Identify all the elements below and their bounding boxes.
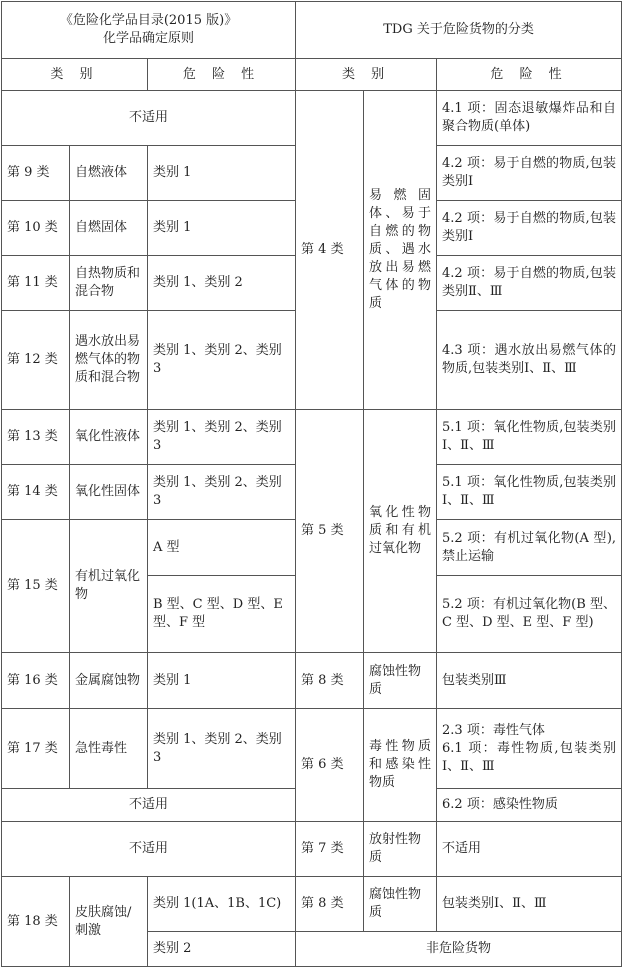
category-cell: 第 14 类 <box>2 465 70 520</box>
category-cell: 第 18 类 <box>2 877 70 967</box>
tdg-class-cell: 第 4 类 <box>296 91 364 410</box>
table-row <box>2 91 622 146</box>
tdg-class-name-cell: 腐蚀性物质 <box>364 653 437 709</box>
tdg-class-name-cell: 腐蚀性物质 <box>364 877 437 932</box>
not-applicable-cell: 不适用 <box>2 789 296 822</box>
left-title-line-2: 化学品确定原则 <box>103 31 195 46</box>
category-name-cell: 皮肤腐蚀/刺激 <box>70 877 148 967</box>
tdg-hazard-cell <box>437 709 622 789</box>
tdg-class-name-cell: 氧化性物质和有机过氧化物 <box>364 410 437 653</box>
category-name-cell: 自燃液体 <box>70 146 148 201</box>
tdg-hazard-cell: 5.2 项：有机过氧化物(B 型、C 型、D 型、E 型、F 型) <box>437 576 622 653</box>
tdg-class-name-cell: 毒性物质和感染性物质 <box>364 709 437 822</box>
hazard-cell: 类别 1(1A、1B、1C) <box>148 877 296 932</box>
table-row <box>2 653 622 709</box>
column-header-row <box>2 59 622 91</box>
tdg-hazard-cell: 4.2 项：易于自燃的物质,包装类别Ⅰ <box>437 201 622 256</box>
category-cell: 第 12 类 <box>2 311 70 410</box>
hazard-cell: 类别 1、类别 2、类别 3 <box>148 465 296 520</box>
table-row <box>2 822 622 877</box>
category-cell: 第 17 类 <box>2 709 70 789</box>
hazard-cell: A 型 <box>148 520 296 576</box>
hazard-cell: 类别 1 <box>148 653 296 709</box>
category-name-cell: 急性毒性 <box>70 709 148 789</box>
col-header-hazard-right: 危 险 性 <box>437 59 622 91</box>
category-cell: 第 13 类 <box>2 410 70 465</box>
tdg-hazard-line-1: 2.3 项：毒性气体 <box>442 722 545 738</box>
hazard-cell: 类别 1 <box>148 146 296 201</box>
tdg-hazard-cell: 5.1 项：氧化性物质,包装类别Ⅰ、Ⅱ、Ⅲ <box>437 465 622 520</box>
category-name-cell: 有机过氧化物 <box>70 520 148 653</box>
col-header-hazard-left: 危 险 性 <box>148 59 296 91</box>
tdg-hazard-cell: 4.2 项：易于自燃的物质,包装类别Ⅱ、Ⅲ <box>437 256 622 311</box>
tdg-hazard-cell: 5.2 项：有机过氧化物(A 型),禁止运输 <box>437 520 622 576</box>
left-table-title <box>2 2 296 59</box>
category-name-cell: 遇水放出易燃气体的物质和混合物 <box>70 311 148 410</box>
table-row <box>2 410 622 465</box>
tdg-hazard-line-2: 6.1 项：毒性物质,包装类别Ⅰ、Ⅱ、Ⅲ <box>442 740 617 774</box>
header-title-row <box>2 2 622 59</box>
category-name-cell: 金属腐蚀物 <box>70 653 148 709</box>
tdg-class-cell: 第 5 类 <box>296 410 364 653</box>
right-table-title: TDG 关于危险货物的分类 <box>296 2 622 59</box>
category-cell: 第 15 类 <box>2 520 70 653</box>
tdg-hazard-cell: 5.1 项：氧化性物质,包装类别Ⅰ、Ⅱ、Ⅲ <box>437 410 622 465</box>
category-name-cell: 氧化性液体 <box>70 410 148 465</box>
tdg-hazard-cell: 4.1 项：固态退敏爆炸品和自聚合物质(单体) <box>437 91 622 146</box>
tdg-class-cell: 第 8 类 <box>296 653 364 709</box>
not-applicable-cell: 不适用 <box>2 91 296 146</box>
tdg-class-cell: 第 8 类 <box>296 877 364 932</box>
category-name-cell: 自热物质和混合物 <box>70 256 148 311</box>
hazard-cell: 类别 1、类别 2、类别 3 <box>148 311 296 410</box>
tdg-class-name-cell: 易燃固体、易于自燃的物质、遇水放出易燃气体的物质 <box>364 91 437 410</box>
tdg-hazard-cell: 6.2 项：感染性物质 <box>437 789 622 822</box>
category-name-cell: 自燃固体 <box>70 201 148 256</box>
non-dangerous-goods-cell: 非危险货物 <box>296 932 622 967</box>
category-name-cell: 氧化性固体 <box>70 465 148 520</box>
tdg-hazard-cell: 4.2 项：易于自燃的物质,包装类别Ⅰ <box>437 146 622 201</box>
classification-comparison-table <box>1 1 622 967</box>
hazard-cell: 类别 2 <box>148 932 296 967</box>
tdg-class-cell: 第 6 类 <box>296 709 364 822</box>
hazard-cell: 类别 1、类别 2、类别 3 <box>148 709 296 789</box>
hazard-cell: 类别 1、类别 2 <box>148 256 296 311</box>
tdg-hazard-cell: 包装类别Ⅰ、Ⅱ、Ⅲ <box>437 877 622 932</box>
hazard-cell: 类别 1、类别 2、类别 3 <box>148 410 296 465</box>
category-cell: 第 16 类 <box>2 653 70 709</box>
table-row <box>2 877 622 932</box>
col-header-category-right: 类 别 <box>296 59 437 91</box>
col-header-category-left: 类 别 <box>2 59 148 91</box>
hazard-cell: 类别 1 <box>148 201 296 256</box>
category-cell: 第 10 类 <box>2 201 70 256</box>
hazard-cell: B 型、C 型、D 型、E 型、F 型 <box>148 576 296 653</box>
tdg-class-name-cell: 放射性物质 <box>364 822 437 877</box>
category-cell: 第 9 类 <box>2 146 70 201</box>
tdg-hazard-cell: 包装类别Ⅲ <box>437 653 622 709</box>
tdg-class-cell: 第 7 类 <box>296 822 364 877</box>
not-applicable-cell: 不适用 <box>2 822 296 877</box>
category-cell: 第 11 类 <box>2 256 70 311</box>
left-title-line-1: 《危险化学品目录(2015 版)》 <box>59 13 238 28</box>
tdg-hazard-cell: 4.3 项：遇水放出易燃气体的物质,包装类别Ⅰ、Ⅱ、Ⅲ <box>437 311 622 410</box>
tdg-hazard-cell: 不适用 <box>437 822 622 877</box>
table-row <box>2 709 622 789</box>
